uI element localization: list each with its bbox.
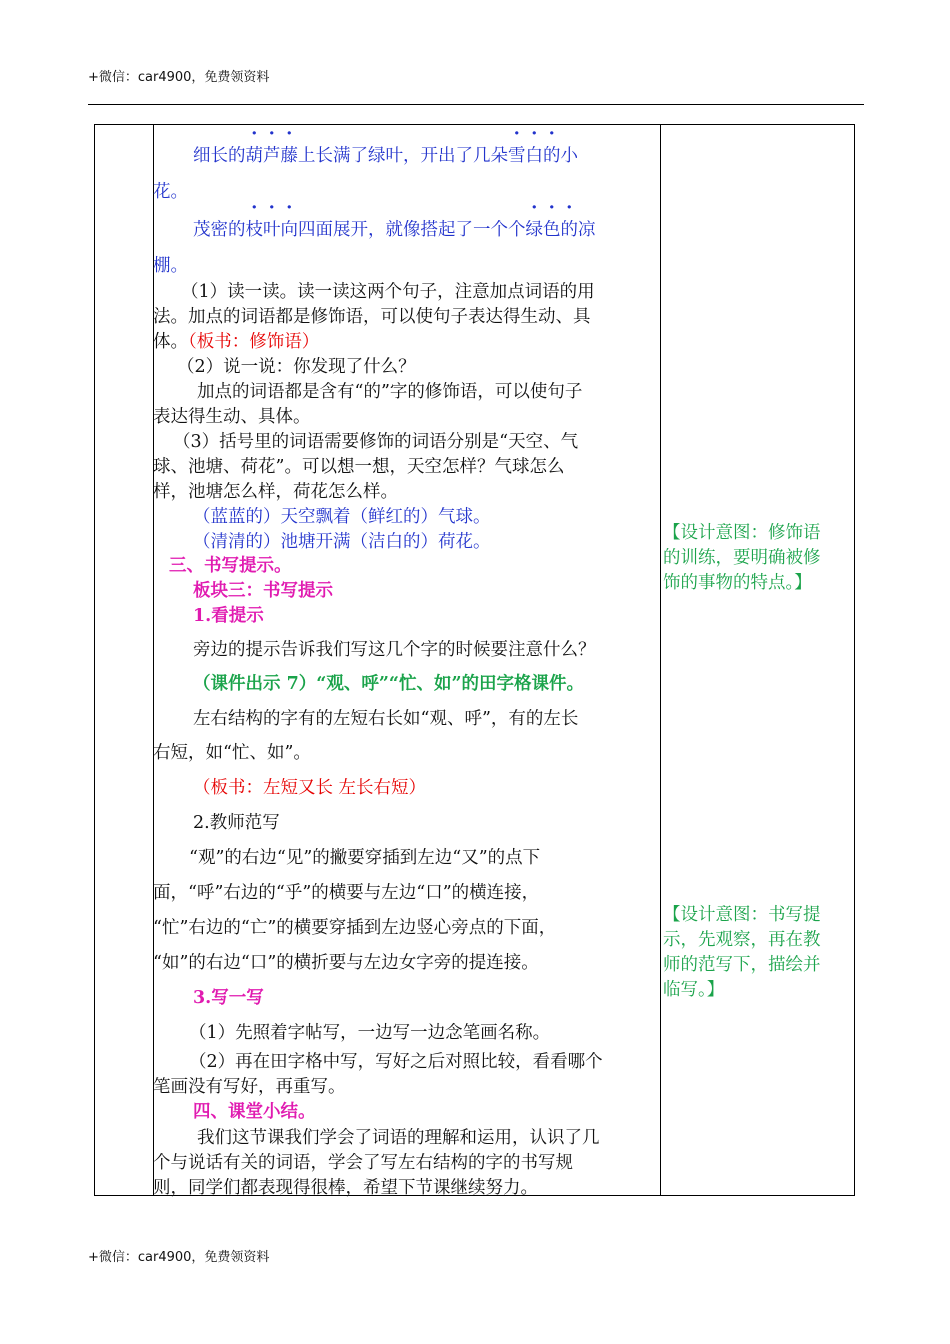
board-note: （板书：修饰语） <box>188 332 320 352</box>
emphasized-char: 藤 <box>280 146 298 166</box>
text-run: 凉 <box>578 220 596 240</box>
paragraph-line: （3）括号里的词语需要修饰的词语分别是“天空、气 <box>173 432 579 452</box>
design-intent-note-1 <box>663 521 853 596</box>
sub-heading: 1.看提示 <box>193 606 264 626</box>
page-header: +微信：car4900，免费领资料 <box>88 70 270 85</box>
text-run: 四面展开，就像搭起了一个个 <box>298 220 526 240</box>
page-footer: +微信：car4900，免费领资料 <box>88 1250 270 1265</box>
text-run: 茂密的 <box>193 220 246 240</box>
paragraph-line: 球、池塘、荷花”。可以想一想，天空怎样？气球怎么 <box>153 457 565 477</box>
paragraph-line: 表达得生动、具体。 <box>153 407 311 427</box>
emphasized-char: 向 <box>280 220 298 240</box>
text-run: 小 <box>560 146 578 166</box>
paragraph-line: 面，“呼”右边的“乎”的横要与左边“口”的横连接， <box>153 883 540 903</box>
example-line: （清清的）池塘开满（洁白的）荷花。 <box>193 532 491 552</box>
example-sentence-1 <box>193 142 578 167</box>
note-line: 示，先观察，再在教 <box>663 930 821 950</box>
paragraph-line: “忙”右边的“亡”的横要穿插到左边竖心旁点的下面， <box>153 918 557 938</box>
paragraph-line: 法。加点的词语都是修饰语，可以使句子表达得生动、具 <box>153 307 591 327</box>
emphasized-char: 绿 <box>525 220 543 240</box>
paragraph-line: 笔画没有写好，再重写。 <box>153 1077 346 1097</box>
paragraph-line: （2）说一说：你发现了什么？ <box>177 357 416 377</box>
paragraph-line: （2）再在田字格中写，写好之后对照比较，看看哪个 <box>189 1052 603 1072</box>
paragraph-line: （1）先照着字帖写，一边写一边念笔画名称。 <box>189 1023 551 1043</box>
section-heading: 四、课堂小结。 <box>193 1102 316 1122</box>
paragraph-line: 我们这节课我们学会了词语的理解和运用，认识了几 <box>197 1128 600 1148</box>
header-divider <box>88 104 864 105</box>
text-run: 体。 <box>153 332 188 352</box>
note-line: 饰的事物的特点。】 <box>663 573 812 593</box>
section-heading: 三、书写提示。 <box>169 556 292 576</box>
emphasized-char: 葫 <box>245 146 263 166</box>
paragraph-line: （1）读一读。读一读这两个句子，注意加点词语的用 <box>181 282 595 302</box>
note-line: 临写。】 <box>663 980 725 1000</box>
paragraph-line: 则，同学们都表现得很棒，希望下节课继续努力。 <box>153 1178 538 1198</box>
paragraph-line: 个与说话有关的词语，学会了写左右结构的字的书写规 <box>153 1153 573 1173</box>
paragraph-line: 样，池塘怎么样，荷花怎么样。 <box>153 482 398 502</box>
paragraph-line: “观”的右边“见”的撇要穿插到左边“又”的点下 <box>189 848 541 868</box>
column-divider-2 <box>660 125 661 1195</box>
text-run: 上长满了绿叶，开出了几朵 <box>298 146 508 166</box>
text-run: 细长的 <box>193 146 246 166</box>
emphasized-char: 白 <box>525 146 543 166</box>
emphasized-char: 的 <box>560 220 578 240</box>
emphasized-char: 芦 <box>263 146 281 166</box>
emphasized-char: 叶 <box>263 220 281 240</box>
note-line: 的训练，要明确被修 <box>663 548 821 568</box>
sub-heading: 3.写一写 <box>193 988 264 1008</box>
paragraph-line: 2.教师范写 <box>193 813 280 833</box>
example-sentence-1-cont: 花。 <box>153 182 188 202</box>
note-line: 【设计意图：修饰语 <box>663 523 821 543</box>
emphasized-char: 雪 <box>508 146 526 166</box>
courseware-note: （课件出示 7）“观、呼”“忙、如”的田字格课件。 <box>193 674 585 694</box>
example-sentence-2 <box>193 216 596 241</box>
block-heading: 板块三：书写提示 <box>193 581 333 601</box>
column-divider-1 <box>153 125 154 1195</box>
paragraph-line: 旁边的提示告诉我们写这几个字的时候要注意什么？ <box>193 640 596 660</box>
example-sentence-2-cont: 棚。 <box>153 256 188 276</box>
emphasized-char: 色 <box>543 220 561 240</box>
design-intent-note-2 <box>663 903 853 1003</box>
note-line: 师的范写下，描绘并 <box>663 955 821 975</box>
note-line: 【设计意图：书写提 <box>663 905 821 925</box>
example-line: （蓝蓝的）天空飘着（鲜红的）气球。 <box>193 507 491 527</box>
paragraph-line: “如”的右边“口”的横折要与左边女字旁的提连接。 <box>153 953 539 973</box>
paragraph-line: 右短，如“忙、如”。 <box>153 743 311 763</box>
board-note: （板书：左短又长 左长右短） <box>193 778 427 798</box>
paragraph-line <box>153 328 319 353</box>
emphasized-char: 的 <box>543 146 561 166</box>
paragraph-line: 加点的词语都是含有“的”字的修饰语，可以使句子 <box>197 382 583 402</box>
emphasized-char: 枝 <box>245 220 263 240</box>
paragraph-line: 左右结构的字有的左短右长如“观、呼”，有的左长 <box>193 709 579 729</box>
